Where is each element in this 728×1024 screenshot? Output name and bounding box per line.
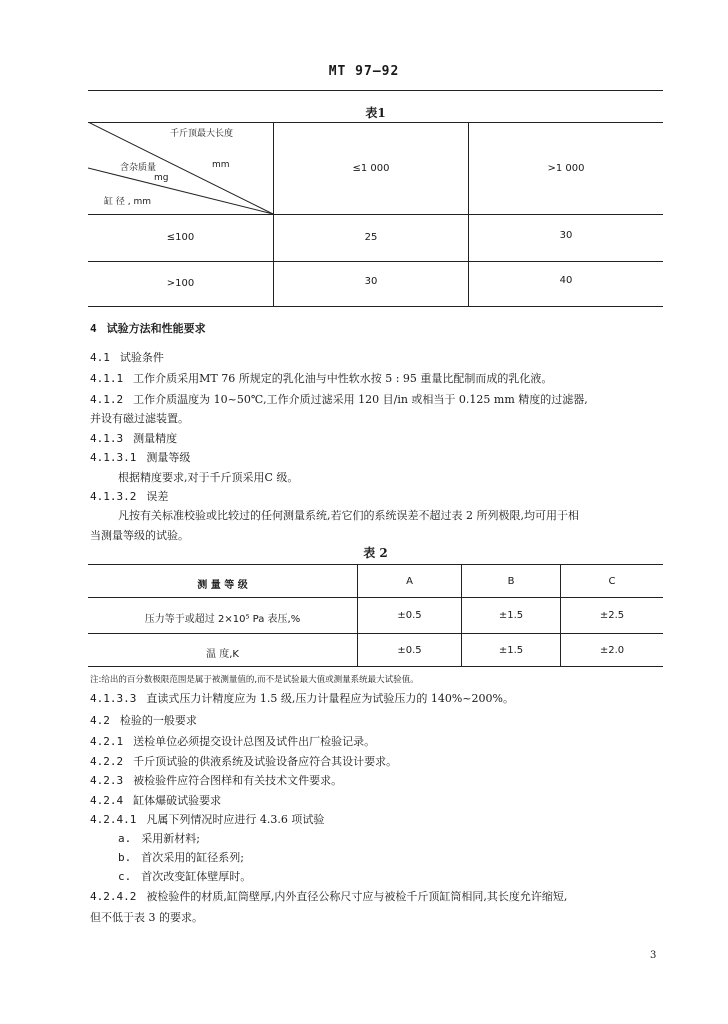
document-header: MT 97—92 — [328, 64, 400, 79]
clause-4-2-2: 4.2.2 千斤顶试验的供液系统及试验设备应符合其设计要求。 — [90, 755, 398, 768]
table2-header-a: A — [406, 576, 413, 587]
table2-note: 注:给出的百分数极限范围是属于被测量值的,而不是试验最大值或测量系统最大试验值。 — [90, 675, 419, 685]
list-item-a: a. 采用新材料; — [118, 832, 200, 845]
table2-caption: 表 2 — [363, 546, 388, 560]
clause-4-1-3-1-text: 根据精度要求,对于千斤顶采用C 级。 — [118, 471, 299, 484]
diag-label-max-length: 千斤顶最大长度 — [170, 129, 234, 139]
clause-4-1-3-3: 4.1.3.3 直读式压力计精度应为 1.5 级,压力计量程应为试验压力的 140%~200%。 — [90, 692, 514, 705]
section-4-heading: 4 试验方法和性能要求 — [90, 322, 206, 335]
diag-label-bore: 缸 径 , mm — [104, 197, 151, 207]
clause-4-1: 4.1 试验条件 — [90, 351, 164, 364]
list-item-c: c. 首次改变缸体壁厚时。 — [118, 870, 252, 883]
clause-4-2-3: 4.2.3 被检验件应符合图样和有关技术文件要求。 — [90, 774, 343, 787]
header-rule — [88, 90, 663, 91]
clause-4-1-3-2: 4.1.3.2 误差 — [90, 490, 169, 503]
page-number: 3 — [650, 950, 657, 961]
clause-4-2-4-2: 4.2.4.2 被检验件的材质,缸筒壁厚,内外直径公称尺寸应与被检千斤顶缸筒相同,其长度允许缩短, — [90, 890, 568, 903]
clause-4-1-1: 4.1.1 工作介质采用MT 76 所规定的乳化油与中性软水按 5 : 95 重量比配制而成的乳化液。 — [90, 372, 553, 385]
clause-4-2-1: 4.2.1 送检单位必须提交设计总图及试件出厂检验记录。 — [90, 735, 376, 748]
clause-4-1-3-1: 4.1.3.1 测量等级 — [90, 451, 191, 464]
table1-caption: 表1 — [365, 106, 386, 120]
clause-4-1-3-2-text: 凡按有关标准校验或比较过的任何测量系统,若它们的系统误差不超过表 2 所列极限,均可用于相 — [118, 509, 579, 522]
diag-label-mg: mg — [154, 173, 169, 183]
diag-label-impurity: 含杂质量 — [120, 163, 157, 173]
clause-4-1-3: 4.1.3 测量精度 — [90, 432, 178, 445]
clause-4-1-2: 4.1.2 工作介质温度为 10~50℃,工作介质过滤采用 120 目/in 或相当于 0.125 mm 精度的过滤器, — [90, 393, 588, 406]
table2-header-b: B — [507, 576, 515, 587]
table1-col-header-2: >1 000 — [547, 163, 585, 174]
clause-4-2-4-2-cont: 但不低于表 3 的要求。 — [90, 911, 203, 924]
table2-header-level: 测 量 等 级 — [197, 580, 248, 591]
clause-4-2: 4.2 检验的一般要求 — [90, 714, 197, 727]
clause-4-2-4-1: 4.2.4.1 凡属下列情况时应进行 4.3.6 项试验 — [90, 813, 325, 826]
clause-4-1-3-2-cont: 当测量等级的试验。 — [90, 529, 189, 542]
table1-col-header-1: ≤1 000 — [352, 163, 390, 174]
table2-header-c: C — [608, 576, 616, 587]
clause-4-1-2-cont: 并设有磁过滤装置。 — [90, 412, 189, 425]
list-item-b: b. 首次采用的缸径系列; — [118, 851, 244, 864]
diag-label-mm: mm — [212, 160, 230, 170]
clause-4-2-4: 4.2.4 缸体爆破试验要求 — [90, 794, 222, 807]
